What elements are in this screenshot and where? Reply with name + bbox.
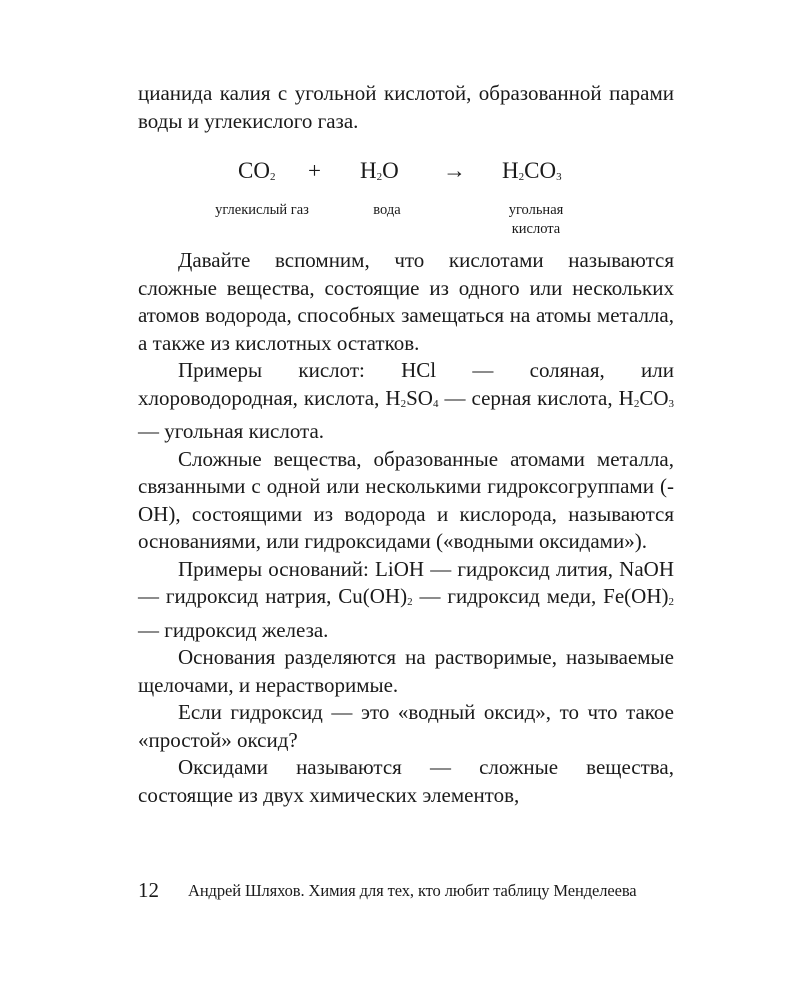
paragraph-8: Оксидами называются — сложные вещества, состоящие из двух химических элементов, bbox=[138, 755, 674, 807]
formula-co2: $CO_2$ bbox=[238, 158, 276, 183]
formula-h2co3: $H_2CO_3$ bbox=[502, 158, 562, 183]
label-h2co3: угольная кислота bbox=[508, 202, 564, 237]
page-body bbox=[138, 80, 674, 809]
chemical-equation bbox=[138, 153, 674, 243]
running-title: Андрей Шляхов. Химия для тех, кто любит таблицу Менделеева bbox=[188, 881, 637, 900]
paragraph-6: Основания разделяются на растворимые, называемые щелочами, и нерастворимые. bbox=[138, 645, 674, 697]
paragraph-7: Если гидроксид — это «водный оксид», то что такое «простой» оксид? bbox=[138, 700, 674, 752]
paragraph-2: Давайте вспомним, что кислотами называются сложные вещества, состоящие из одного или нескольких атомов водорода, способных замещаться на атомы металла, а также из кислотных остатков. bbox=[138, 248, 674, 355]
formula-h2o: $H_2O$ bbox=[360, 158, 399, 183]
label-co2: углекислый газ bbox=[215, 202, 309, 218]
label-h2o: вода bbox=[373, 202, 401, 218]
page-number: 12 bbox=[138, 878, 159, 902]
paragraph-1: цианида калия с угольной кислотой, образованной парами воды и углекислого газа. bbox=[138, 81, 674, 133]
paragraph-4: Сложные вещества, образованные атомами металла, связанными с одной или несколькими гидроксогруппами (-OH), состоящими из водорода и кислорода, называются основаниями, или гидроксидами («водными оксидами»). bbox=[138, 446, 674, 553]
plus-sign: + bbox=[308, 158, 321, 183]
paragraph-3: Примеры кислот: HCl — соляная, или хлороводородная, кислота, $H_2SO_4$ — серная кислота, $H_2CO_3$ — угольная кислота. bbox=[138, 358, 674, 443]
arrow-icon: → bbox=[443, 158, 466, 183]
paragraph-5: Примеры оснований: LiOH — гидроксид лития, NaOH — гидроксид натрия, $Cu(OH)_2$ — гидроксид меди, $Fe(OH)_2$ — гидроксид железа. bbox=[138, 556, 674, 642]
